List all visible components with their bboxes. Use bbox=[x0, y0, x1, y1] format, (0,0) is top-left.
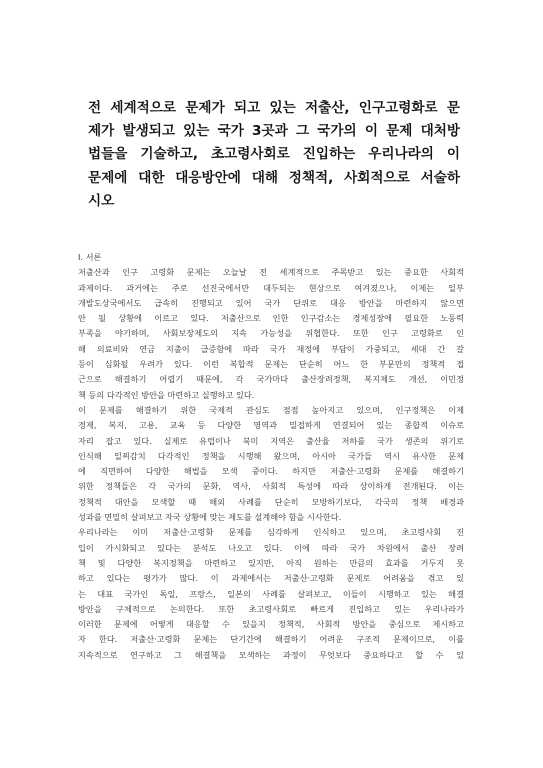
document-body bbox=[78, 250, 464, 663]
paragraph-line: 이 문제를 해결하기 위한 국제적 관심도 점점 높아지고 있으며, 인구정책은 이제 bbox=[78, 404, 464, 415]
paragraph-line: 위한 정책들은 각 국가의 문화, 역사, 사회적 특성에 따라 상이하게 전개된다. 이는 bbox=[78, 481, 464, 492]
paragraph-line: 경제, 복지, 고용, 교육 등 다양한 영역과 밀접하게 연결되어 있는 종합적 이슈로 bbox=[78, 420, 464, 431]
paragraph-line: 안 될 상황에 이르고 있다. 저출산으로 인한 인구감소는 경제성장에 필요한 노동력 bbox=[78, 313, 464, 324]
paragraph bbox=[78, 265, 464, 403]
paragraph-line: 근으로 해결하기 어렵기 때문에, 각 국가마다 출산장려정책, 복지제도 개선, 이민정 bbox=[78, 374, 464, 385]
paragraph-line: 정책적 대안을 모색할 때 해외 사례를 단순히 모방하기보다, 각국의 정책 배경과 bbox=[78, 496, 464, 507]
paragraph-line: 책 등의 다각적인 방안을 마련하고 실행하고 있다. bbox=[78, 389, 255, 400]
paragraph-line: 개발도상국에서도 급속히 진행되고 있어 국가 단위로 대응 방안을 마련하지 않으면 bbox=[78, 297, 464, 308]
paragraph-line: 자 한다. 저출산·고령화 문제는 단기간에 해결하기 어려운 구조적 문제이므로, 이를 bbox=[78, 634, 464, 645]
paragraph-line: 등이 심화될 우려가 있다. 이런 복합적 문제는 단순히 어느 한 부문만의 정책적 접 bbox=[78, 359, 464, 370]
paragraph-line: 성과를 면밀히 살펴보고 자국 상황에 맞는 제도를 설계해야 함을 시사한다. bbox=[78, 512, 342, 523]
paragraph-line: 는 대표 국가인 독일, 프랑스, 일본의 사례를 살펴보고, 이들이 시행하고 있는 해결 bbox=[78, 588, 464, 599]
title-line: 시오 bbox=[88, 192, 115, 209]
paragraph bbox=[78, 403, 464, 525]
paragraph-line: 책 및 다양한 복지정책을 마련하고 있지만, 아직 원하는 만큼의 효과를 거두지 못 bbox=[78, 557, 464, 568]
title-line: 제가 발생되고 있는 국가 3곳과 그 국가의 이 문제 대처방 bbox=[88, 123, 460, 140]
title-line: 문제에 대한 대응방안에 대해 정책적, 사회적으로 서술하 bbox=[88, 169, 460, 186]
paragraph-line: 에 직면하여 다양한 해법을 모색 중이다. 하지만 저출산·고령화 문제를 해결하기 bbox=[78, 466, 464, 477]
paragraph-line: 자리 잡고 있다. 실제로 유럽이나 북미 지역은 출산율 저하를 국가 생존의 위기로 bbox=[78, 435, 464, 446]
document-title bbox=[88, 97, 460, 213]
paragraph bbox=[78, 525, 464, 663]
title-line: 법들을 기술하고, 초고령사회로 진입하는 우리나라의 이 bbox=[88, 146, 460, 163]
paragraph-line: 우리나라는 이미 저출산·고령화 문제를 심각하게 인식하고 있으며, 초고령사회 진 bbox=[78, 527, 464, 538]
section-heading: Ⅰ. 서론 bbox=[78, 252, 102, 262]
paragraph-line: 입이 가시화되고 있다는 분석도 나오고 있다. 이에 따라 국가 차원에서 출산 장려 bbox=[78, 542, 464, 553]
paragraph-line: 과제이다. 과거에는 주로 선진국에서만 대두되는 현상으로 여겨졌으나, 이제는 일부 bbox=[78, 282, 464, 293]
paragraph-line: 지속적으로 연구하고 그 해결책을 모색하는 과정이 무엇보다 중요하다고 할 수 있 bbox=[78, 649, 464, 660]
paragraph-line: 이러한 문제에 어떻게 대응할 수 있을지 정책적, 사회적 방안을 중심으로 제시하고 bbox=[78, 619, 464, 630]
paragraph-line: 부족을 야기하며, 사회보장제도의 지속 가능성을 위협한다. 또한 인구 고령화로 인 bbox=[78, 328, 464, 339]
paragraph-line: 하고 있다는 평가가 많다. 이 과제에서는 저출산·고령화 문제로 어려움을 겪고 있 bbox=[78, 573, 464, 584]
paragraph-line: 인식해 일찌감치 다각적인 정책을 시행해 왔으며, 아시아 국가들 역시 유사한 문제 bbox=[78, 450, 464, 461]
paragraph-line: 방안을 구체적으로 논의한다. 또한 초고령사회로 빠르게 진입하고 있는 우리나라가 bbox=[78, 603, 464, 614]
paragraph-line: 해 의료비와 연금 지출이 급증함에 따라 국가 재정에 부담이 가중되고, 세대 간 갈 bbox=[78, 343, 464, 354]
paragraph-line: 저출산과 인구 고령화 문제는 오늘날 전 세계적으로 주목받고 있는 중요한 사회적 bbox=[78, 267, 464, 278]
title-line: 전 세계적으로 문제가 되고 있는 저출산, 인구고령화로 문 bbox=[88, 100, 460, 116]
